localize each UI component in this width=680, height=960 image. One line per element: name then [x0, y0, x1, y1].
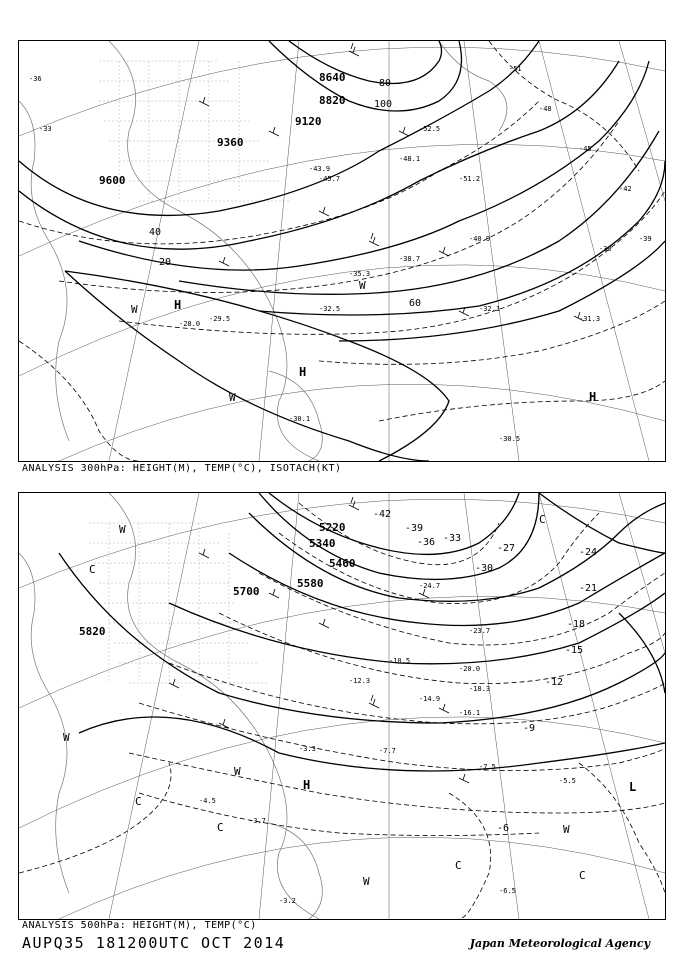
cold-marker: C	[217, 821, 224, 834]
obs-value: -7.7	[379, 747, 396, 755]
height-label: 5820	[79, 625, 106, 638]
obs-value: -24.7	[419, 582, 441, 590]
warm-marker: W	[229, 391, 236, 404]
temp-label: -30	[475, 563, 494, 574]
temp-label: -39	[639, 235, 652, 243]
height-label: 9600	[99, 174, 126, 187]
isotach-labels	[149, 78, 421, 309]
obs-value: -43.9	[309, 165, 331, 173]
analysis-300hpa-map	[18, 40, 666, 462]
isotach-label: 60	[409, 298, 422, 309]
cold-marker: C	[579, 869, 586, 882]
caption-500hpa: ANALYSIS 500hPa: HEIGHT(M), TEMP(°C)	[22, 920, 257, 931]
temp-label: -33	[39, 125, 52, 133]
hatch-area	[99, 61, 289, 201]
temp-label: -12	[545, 677, 564, 688]
obs-value: -14.9	[419, 695, 441, 703]
temp-label: -42	[373, 509, 392, 520]
isotach-label: 100	[374, 99, 393, 110]
warm-marker: W	[359, 279, 366, 292]
warm-marker: W	[63, 731, 70, 744]
warm-marker: W	[131, 303, 138, 316]
obs-value: -32.1	[479, 305, 501, 313]
high-center: H	[174, 298, 182, 312]
height-label: 5220	[319, 521, 346, 534]
low-center: L	[629, 780, 637, 794]
obs-value: -30.1	[289, 415, 311, 423]
cold-marker: C	[89, 563, 96, 576]
height-labels	[79, 521, 356, 638]
high-center: H	[303, 778, 311, 792]
cold-marker: C	[539, 513, 546, 526]
temp-label: -27	[497, 543, 516, 554]
hatch-area	[89, 523, 269, 683]
obs-value: -51.2	[459, 175, 481, 183]
warm-marker: W	[363, 875, 370, 888]
cold-marker: C	[135, 795, 142, 808]
map-300hpa-svg	[19, 41, 665, 461]
agency-credit: Japan Meteorological Agency	[469, 937, 650, 950]
obs-value: -10.5	[389, 657, 411, 665]
height-label: 5460	[329, 557, 356, 570]
obs-value: -3.2	[279, 897, 296, 905]
obs-value: -45.7	[319, 175, 341, 183]
obs-value: -5.5	[559, 777, 576, 785]
temp-label: -30	[599, 245, 612, 253]
obs-value: -32.5	[319, 305, 341, 313]
warm-marker: W	[563, 823, 570, 836]
cold-marker: C	[455, 859, 462, 872]
temp-label: -33	[443, 533, 462, 544]
temp-label: -36	[417, 537, 436, 548]
height-contours	[59, 493, 665, 771]
obs-value: -38.7	[399, 255, 421, 263]
temp-label: -24	[579, 547, 598, 558]
temp-labels	[373, 509, 597, 834]
obs-value: -52.5	[419, 125, 441, 133]
map-500hpa-svg	[19, 493, 665, 919]
obs-value: -30.5	[499, 435, 521, 443]
obs-value: -3.7	[249, 817, 266, 825]
temp-label: -48	[539, 105, 552, 113]
height-label: 9120	[295, 115, 322, 128]
analysis-500hpa-map	[18, 492, 666, 920]
obs-value: -4.5	[199, 797, 216, 805]
height-label: 5580	[297, 577, 324, 590]
coastline	[19, 493, 322, 919]
obs-value: -12.3	[349, 677, 371, 685]
temp-label: -39	[405, 523, 424, 534]
high-center: H	[589, 390, 597, 404]
obs-value: -16.1	[459, 709, 481, 717]
isotach-label: 20	[159, 257, 172, 268]
obs-value: -40.9	[469, 235, 491, 243]
warm-marker: W	[234, 765, 241, 778]
isotach-label: 80	[379, 78, 392, 89]
obs-values	[179, 125, 600, 443]
isotach-label: 40	[149, 227, 162, 238]
obs-value: -31.3	[579, 315, 601, 323]
obs-value: -48.1	[399, 155, 421, 163]
temp-label: -15	[565, 645, 584, 656]
temp-label: -42	[619, 185, 632, 193]
obs-value: -7.5	[479, 763, 496, 771]
obs-value: -20.0	[459, 665, 481, 673]
temp-label: -45	[579, 145, 592, 153]
obs-value: -6.5	[499, 887, 516, 895]
height-label: 8820	[319, 94, 346, 107]
obs-value: -35.3	[349, 270, 371, 278]
obs-value: -3.3	[299, 745, 316, 753]
temp-label: -21	[579, 583, 598, 594]
height-label: 5340	[309, 537, 336, 550]
obs-value: -23.7	[469, 627, 491, 635]
temp-label: -9	[523, 723, 536, 734]
temp-label: -51	[509, 65, 522, 73]
height-label: 9360	[217, 136, 244, 149]
caption-300hpa: ANALYSIS 300hPa: HEIGHT(M), TEMP(°C), ISOTACH(KT)	[22, 463, 342, 474]
warm-markers	[131, 279, 366, 404]
pressure-centers	[303, 778, 636, 794]
high-center: H	[299, 365, 307, 379]
temp-label: -18	[567, 619, 586, 630]
obs-value: -28.0	[179, 320, 201, 328]
temp-label: -6	[497, 823, 510, 834]
warm-marker: W	[119, 523, 126, 536]
obs-value: -18.3	[469, 685, 491, 693]
obs-value: -29.5	[209, 315, 231, 323]
chart-code-and-time: AUPQ35 181200UTC OCT 2014	[22, 934, 286, 952]
height-label: 5700	[233, 585, 260, 598]
temp-label: -36	[29, 75, 42, 83]
height-label: 8640	[319, 71, 346, 84]
